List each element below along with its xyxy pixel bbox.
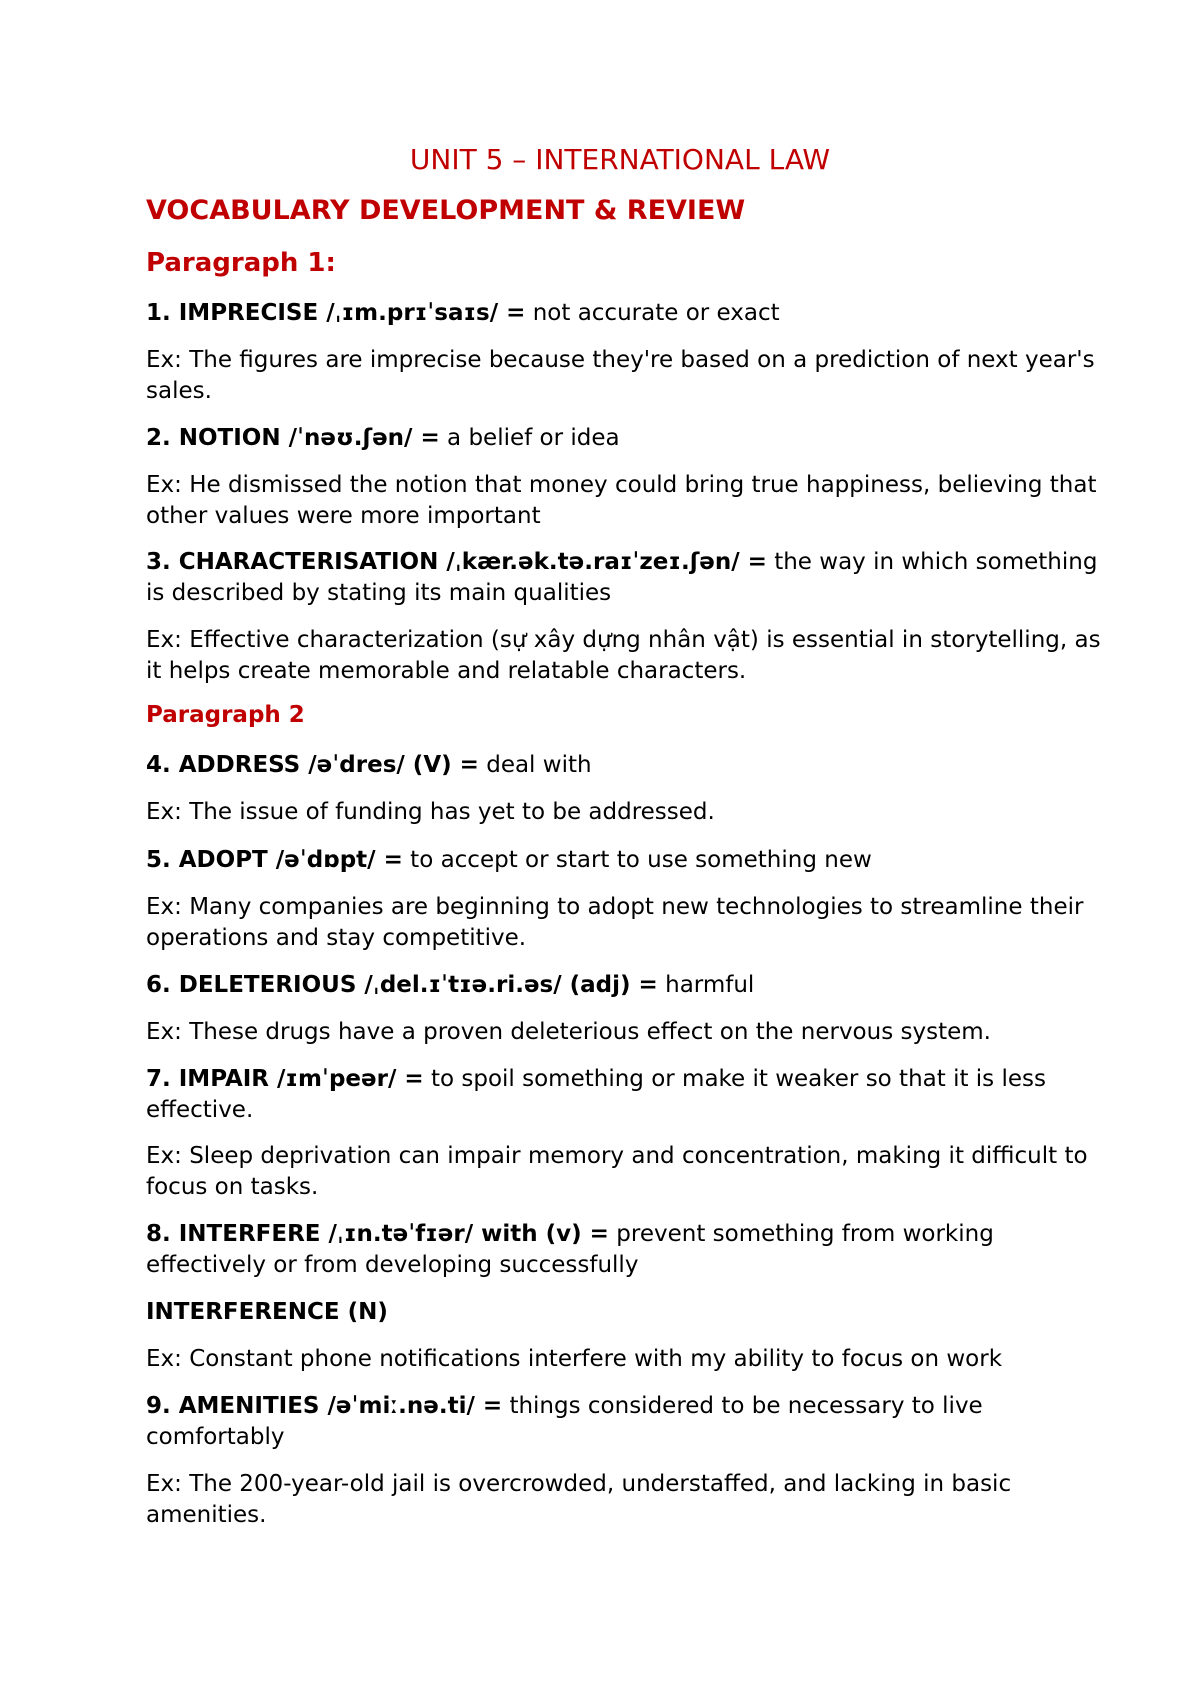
vocab-definition: not accurate or exact: [525, 300, 780, 326]
vocab-entry-characterisation: [146, 547, 1106, 609]
vocab-example: Ex: The issue of funding has yet to be addressed.: [146, 799, 715, 825]
vocab-term: 5. ADOPT /əˈdɒpt/ =: [146, 847, 403, 873]
paragraph-2-heading: Paragraph 2: [146, 702, 305, 728]
vocab-example: Ex: The 200-year-old jail is overcrowded, understaffed, and lacking in basic amenities.: [146, 1471, 1012, 1528]
vocab-term: 4. ADDRESS /əˈdres/ (V) =: [146, 752, 479, 778]
vocab-definition: prevent something from working effectively or from developing successfully: [146, 1221, 994, 1278]
vocab-word-form: INTERFERENCE (N): [146, 1299, 388, 1325]
vocab-entry-amenities: [146, 1391, 1106, 1453]
vocab-definition: the way in which something is described by stating its main qualities: [146, 549, 1098, 606]
vocab-example: Ex: These drugs have a proven deleterious effect on the nervous system.: [146, 1019, 991, 1045]
unit-title: UNIT 5 – INTERNATIONAL LAW: [409, 143, 831, 176]
vocab-example: Ex: Constant phone notifications interfere with my ability to focus on work: [146, 1346, 1003, 1372]
vocab-definition: to spoil something or make it weaker so that it is less effective.: [146, 1066, 1046, 1123]
vocab-entry-imprecise: [146, 298, 1106, 329]
vocab-term: 1. IMPRECISE /ˌɪm.prɪˈsaɪs/ =: [146, 300, 526, 326]
vocab-definition: deal with: [478, 752, 592, 778]
vocab-term: 9. AMENITIES /əˈmiː.nə.ti/ =: [146, 1393, 503, 1419]
vocab-term: 3. CHARACTERISATION /ˌkær.ək.tə.raɪˈzeɪ.ʃən/ =: [146, 549, 767, 575]
paragraph-1-heading: Paragraph 1:: [146, 248, 336, 278]
vocab-entry-notion: [146, 423, 1106, 454]
vocab-example: Ex: He dismissed the notion that money could bring true happiness, believing that other values were more important: [146, 472, 1097, 529]
vocab-term: 8. INTERFERE /ˌɪn.təˈfɪər/ with (v) =: [146, 1221, 609, 1247]
section-heading: VOCABULARY DEVELOPMENT & REVIEW: [146, 195, 746, 226]
vocab-example: Ex: The figures are imprecise because they're based on a prediction of next year's sales.: [146, 347, 1095, 404]
vocab-example: Ex: Effective characterization (sự xây dựng nhân vật) is essential in storytelling, as it helps create memorable and relatable characters.: [146, 627, 1101, 684]
vocab-definition: to accept or start to use something new: [402, 847, 872, 873]
vocab-definition: harmful: [657, 972, 755, 998]
vocab-term: 7. IMPAIR /ɪmˈpeər/ =: [146, 1066, 424, 1092]
vocab-entry-deleterious: [146, 970, 1106, 1001]
vocab-entry-address: [146, 750, 1106, 781]
vocab-term: 6. DELETERIOUS /ˌdel.ɪˈtɪə.ri.əs/ (adj) =: [146, 972, 658, 998]
vocab-example: Ex: Many companies are beginning to adopt new technologies to streamline their operations and stay competitive.: [146, 894, 1084, 951]
vocab-definition: a belief or idea: [439, 425, 620, 451]
vocab-example: Ex: Sleep deprivation can impair memory and concentration, making it difficult to focus on tasks.: [146, 1143, 1088, 1200]
vocab-entry-interfere: [146, 1219, 1106, 1281]
vocab-definition: things considered to be necessary to live comfortably: [146, 1393, 983, 1450]
vocab-entry-impair: [146, 1064, 1106, 1126]
vocab-term: 2. NOTION /ˈnəʊ.ʃən/ =: [146, 425, 440, 451]
vocab-entry-adopt: [146, 845, 1106, 876]
